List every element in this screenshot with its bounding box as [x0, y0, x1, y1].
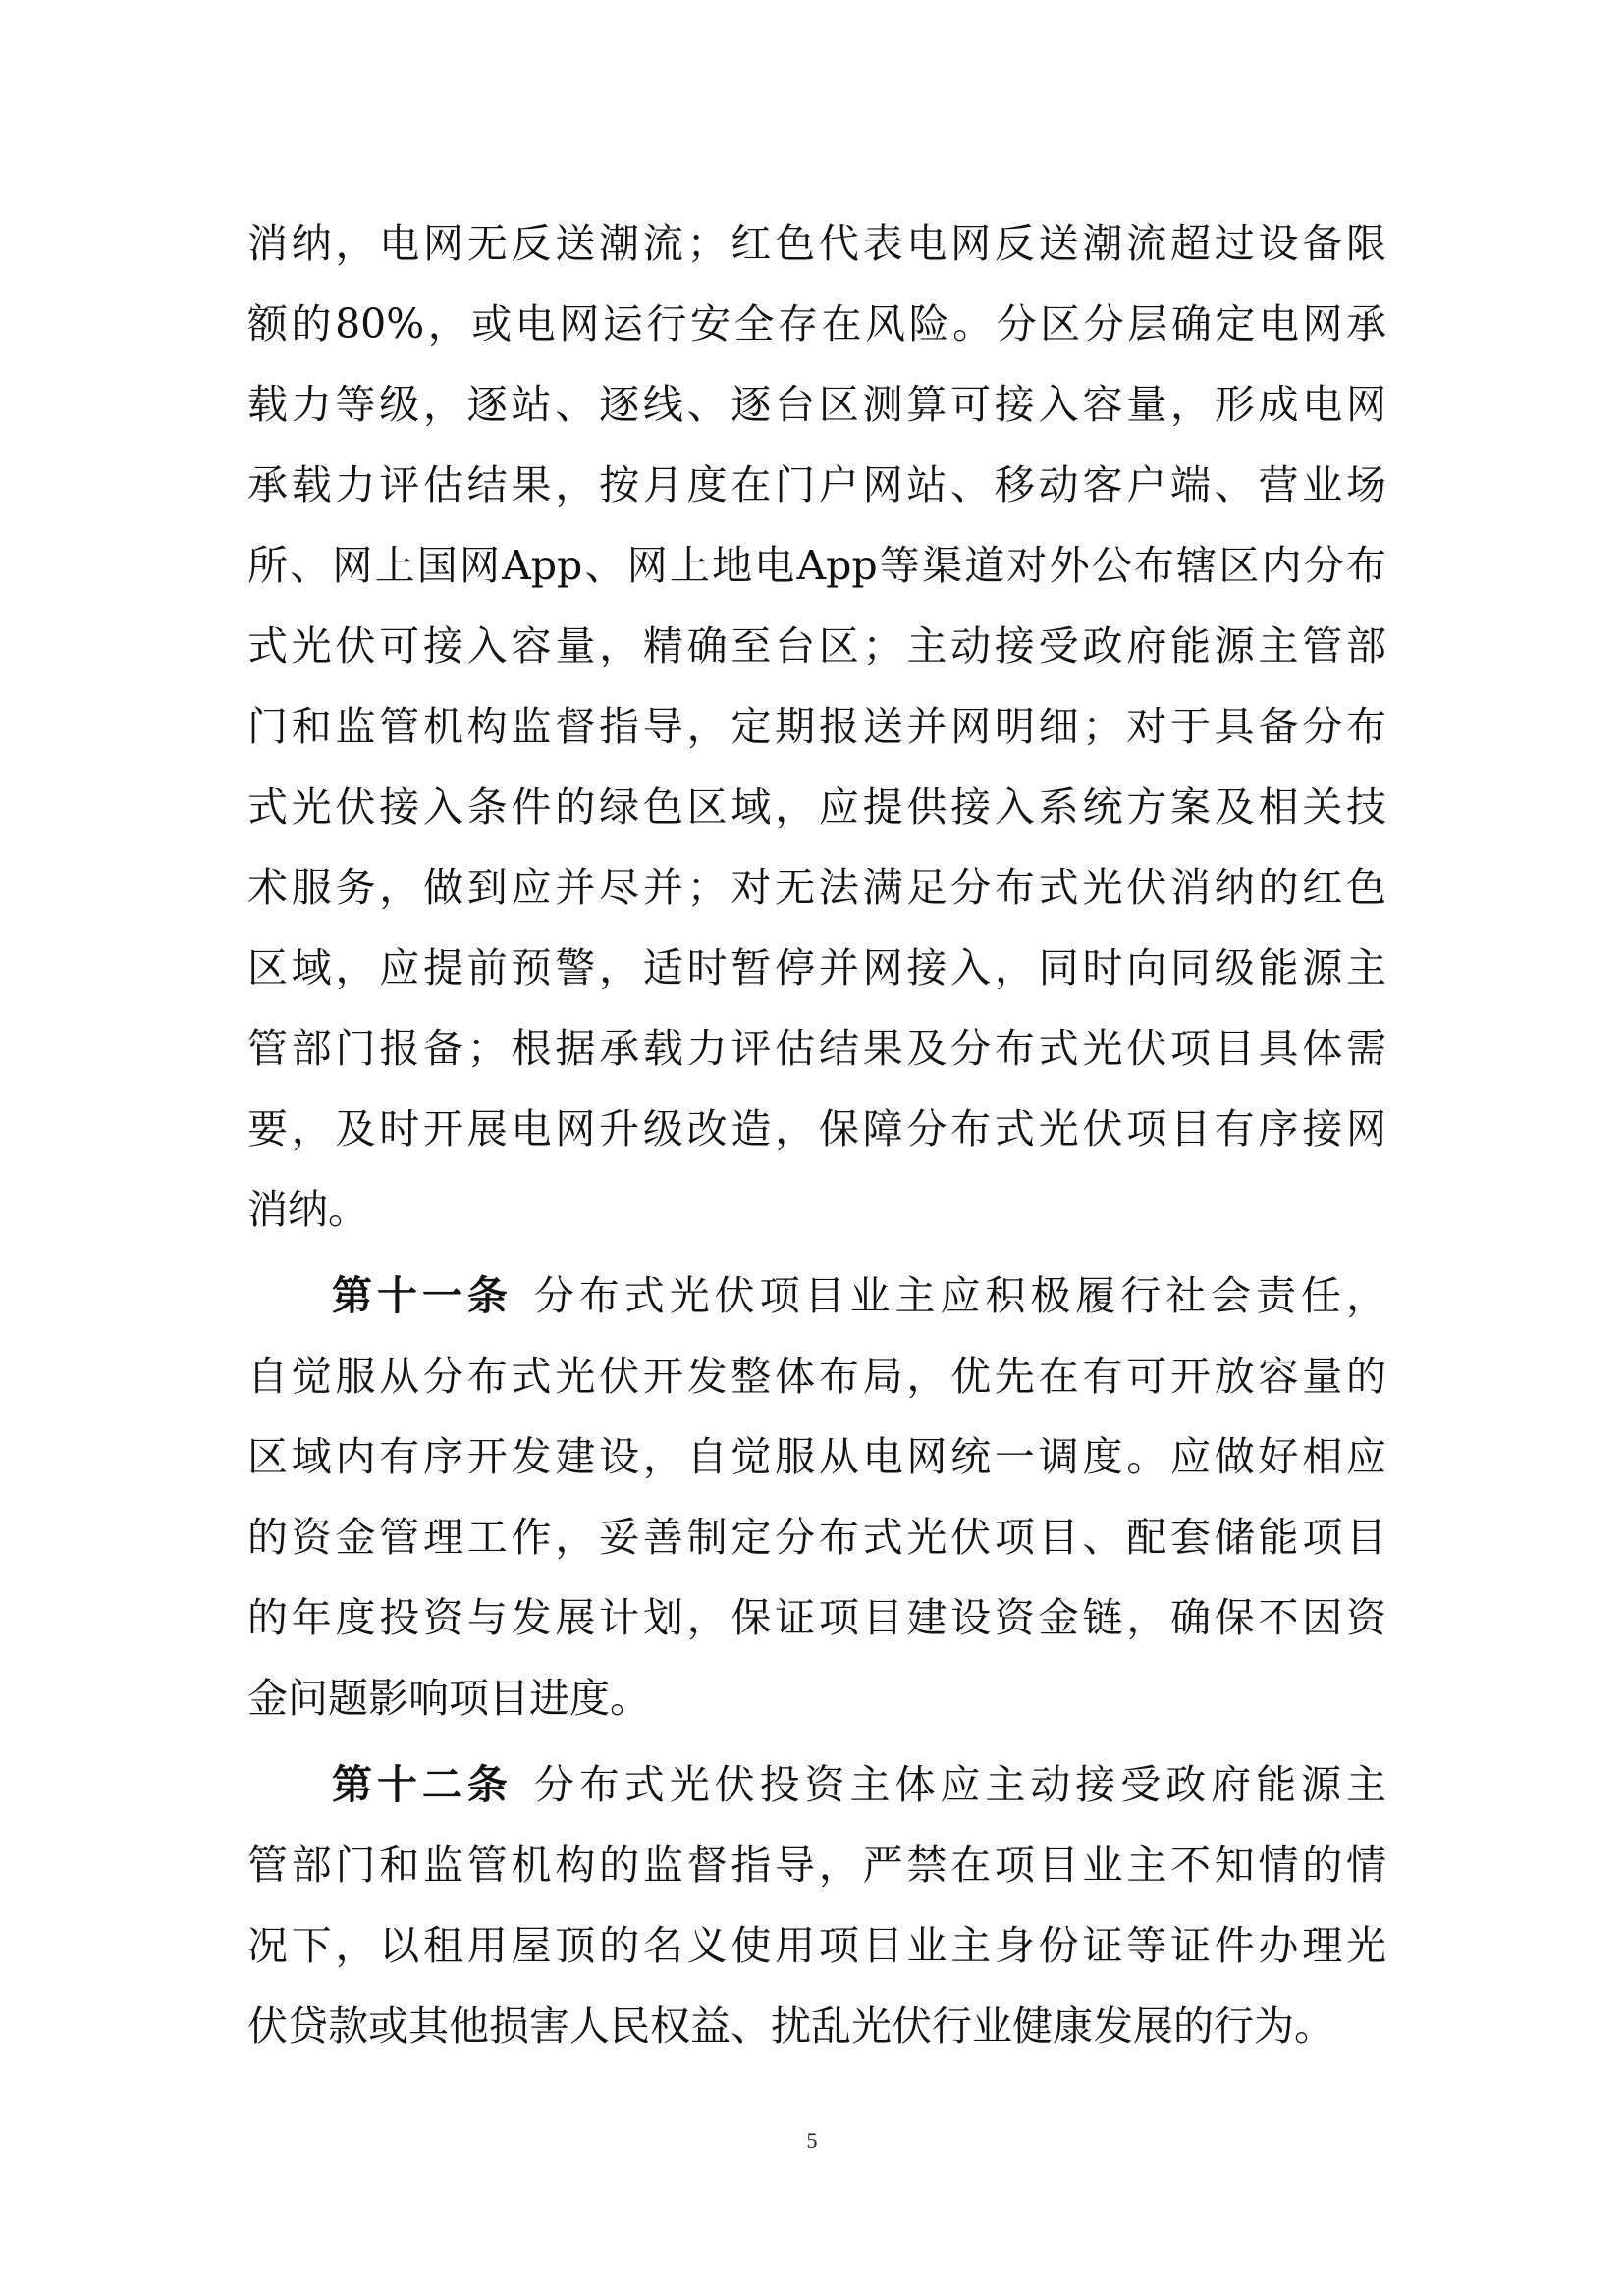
body-line: 消纳，电网无反送潮流；红色代表电网反送潮流超过设备限 — [247, 220, 1386, 267]
body-line: 载力等级，逐站、逐线、逐台区测算可接入容量，形成电网 — [247, 381, 1386, 428]
body-line: 区域内有序开发建设，自觉服从电网统一调度。应做好相应 — [247, 1433, 1386, 1480]
body-line: 要，及时开展电网升级改造，保障分布式光伏项目有序接网 — [247, 1105, 1386, 1152]
body-line: 消纳。 — [247, 1186, 368, 1233]
article-12-heading: 第十二条 — [332, 1761, 513, 1808]
body-line: 承载力评估结果，按月度在门户网站、移动客户端、营业场 — [247, 461, 1386, 508]
body-line: 门和监管机构监督指导，定期报送并网明细；对于具备分布 — [247, 703, 1386, 750]
body-line: 术服务，做到应并尽并；对无法满足分布式光伏消纳的红色 — [247, 864, 1386, 911]
article-12-first-line — [332, 1745, 1386, 1824]
body-line: 的资金管理工作，妥善制定分布式光伏项目、配套储能项目 — [247, 1514, 1386, 1561]
body-line: 式光伏接入条件的绿色区域，应提供接入系统方案及相关技 — [247, 783, 1386, 830]
body-line: 式光伏可接入容量，精确至台区；主动接受政府能源主管部 — [247, 622, 1386, 669]
article-11-text: 分布式光伏项目业主应积极履行社会责任， — [533, 1272, 1387, 1319]
body-line: 自觉服从分布式光伏开发整体布局，优先在有可开放容量的 — [247, 1353, 1386, 1400]
body-line: 的年度投资与发展计划，保证项目建设资金链，确保不因资 — [247, 1594, 1386, 1641]
article-11-heading: 第十一条 — [332, 1272, 513, 1319]
article-11-first-line — [332, 1256, 1386, 1335]
body-line: 管部门和监管机构的监督指导，严禁在项目业主不知情的情 — [247, 1842, 1386, 1889]
article-12-text: 分布式光伏投资主体应主动接受政府能源主 — [533, 1761, 1387, 1808]
body-line: 伏贷款或其他损害人民权益、扰乱光伏行业健康发展的行为。 — [247, 2002, 1334, 2050]
body-line: 额的80%，或电网运行安全存在风险。分区分层确定电网承 — [247, 300, 1386, 347]
body-line: 管部门报备；根据承载力评估结果及分布式光伏项目具体需 — [247, 1025, 1386, 1072]
body-line: 区域，应提前预警，适时暂停并网接入，同时向同级能源主 — [247, 944, 1386, 991]
body-line: 所、网上国网App、网上地电App等渠道对外公布辖区内分布 — [247, 542, 1386, 589]
page-number: 5 — [806, 2128, 818, 2153]
body-line: 金问题影响项目进度。 — [247, 1675, 650, 1722]
body-line: 况下，以租用屋顶的名义使用项目业主身份证等证件办理光 — [247, 1922, 1386, 1969]
